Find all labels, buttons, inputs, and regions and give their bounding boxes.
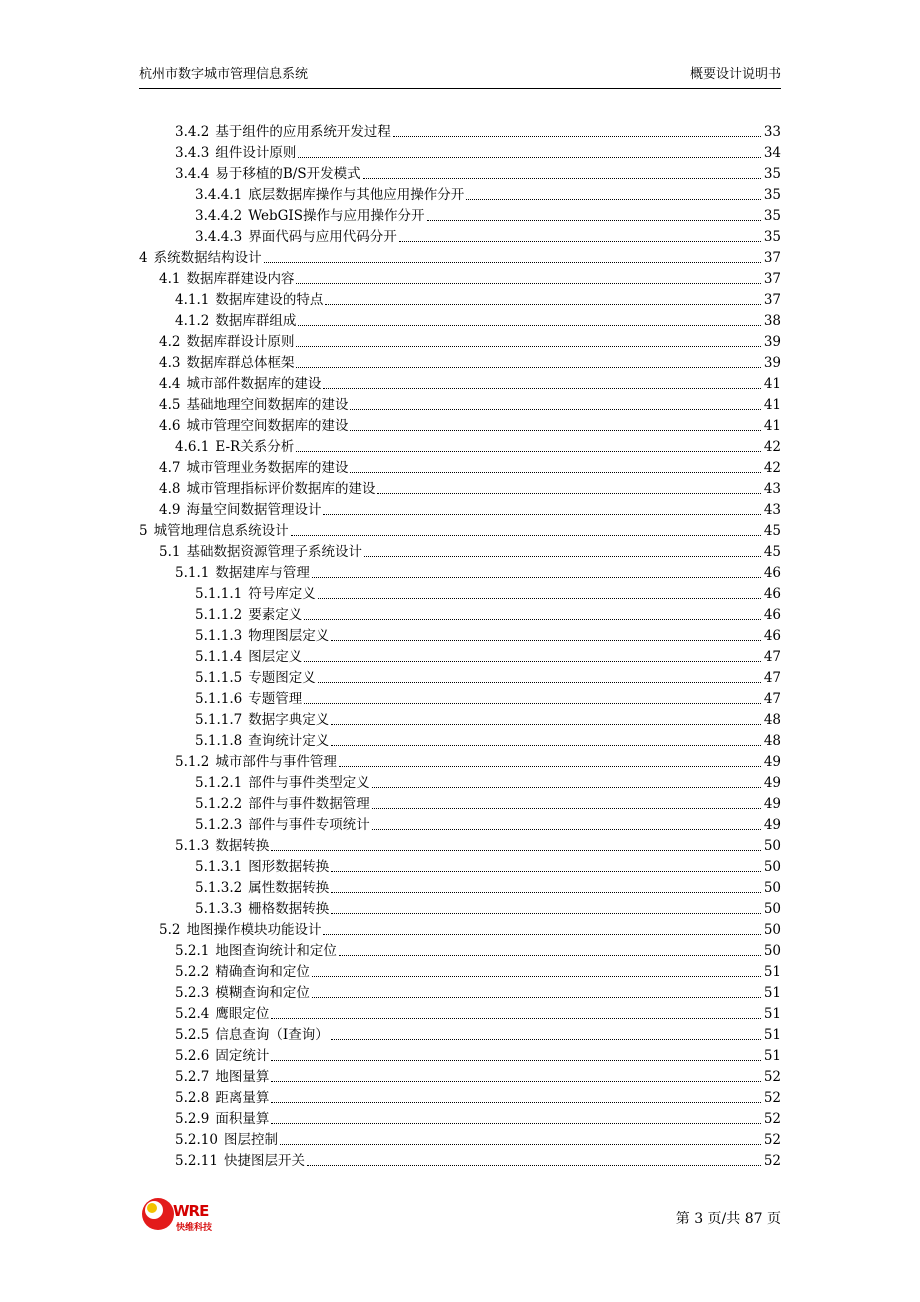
toc-leader-dots (271, 1123, 761, 1124)
toc-entry-title: 要素定义 (248, 607, 303, 623)
toc-entry-page: 50 (763, 943, 781, 959)
header-document-type: 概要设计说明书 (689, 67, 781, 82)
toc-entry-title: 数据库群设计原则 (186, 334, 295, 350)
toc-leader-dots (339, 955, 761, 956)
toc-entry-page: 51 (763, 1027, 781, 1043)
toc-entry[interactable] (139, 393, 781, 414)
toc-entry-title: 模糊查询和定位 (215, 985, 310, 1001)
toc-entry-page: 46 (763, 586, 781, 602)
toc-leader-dots (304, 619, 761, 620)
toc-entry-page: 49 (763, 817, 781, 833)
toc-entry[interactable] (139, 1044, 781, 1065)
toc-entry-number: 4.6 (159, 418, 181, 434)
toc-entry[interactable] (139, 519, 781, 540)
toc-entry-title: E-R关系分析 (215, 439, 295, 455)
toc-leader-dots (339, 766, 761, 767)
toc-entry-title: 组件设计原则 (215, 145, 297, 161)
toc-entry-title: 地图操作模块功能设计 (186, 922, 322, 938)
toc-entry-page: 37 (763, 250, 781, 266)
toc-entry-title: 数据建库与管理 (215, 565, 310, 581)
toc-entry-title: 部件与事件数据管理 (248, 796, 370, 812)
toc-entry[interactable] (139, 813, 781, 834)
toc-leader-dots (363, 178, 761, 179)
toc-leader-dots (298, 325, 761, 326)
toc-leader-dots (325, 304, 761, 305)
company-logo (140, 1190, 220, 1238)
toc-leader-dots (377, 493, 761, 494)
header-system-name: 杭州市数字城市管理信息系统 (139, 67, 309, 82)
toc-entry-page: 51 (763, 985, 781, 1001)
toc-leader-dots (318, 682, 761, 683)
toc-entry-number: 5.1.1.2 (195, 607, 243, 623)
toc-entry-number: 5.2 (159, 922, 181, 938)
toc-entry[interactable] (139, 351, 781, 372)
table-of-contents (139, 120, 781, 1170)
toc-entry-page: 35 (763, 208, 781, 224)
toc-leader-dots (427, 220, 761, 221)
toc-entry-number: 5.1.1.3 (195, 628, 243, 644)
toc-leader-dots (372, 808, 761, 809)
toc-entry-page: 45 (763, 544, 781, 560)
toc-entry-number: 5.2.9 (175, 1111, 210, 1127)
toc-entry-page: 43 (763, 481, 781, 497)
toc-entry-title: 界面代码与应用代码分开 (248, 229, 397, 245)
toc-entry-title: 图形数据转换 (248, 859, 330, 875)
toc-entry-number: 5.1.3 (175, 838, 210, 854)
toc-entry-number: 5.2.5 (175, 1027, 210, 1043)
toc-entry[interactable] (139, 1149, 781, 1170)
toc-entry[interactable] (139, 1128, 781, 1149)
toc-entry-title: 面积量算 (215, 1111, 270, 1127)
toc-entry[interactable] (139, 687, 781, 708)
toc-leader-dots (372, 787, 761, 788)
toc-leader-dots (331, 745, 761, 746)
toc-entry-page: 50 (763, 901, 781, 917)
logo-wordmark: WRE (173, 1202, 209, 1220)
toc-entry[interactable] (139, 309, 781, 330)
toc-entry-page: 51 (763, 1048, 781, 1064)
toc-entry-page: 46 (763, 607, 781, 623)
toc-entry-page: 35 (763, 187, 781, 203)
toc-leader-dots (350, 472, 761, 473)
toc-entry-title: 城市管理业务数据库的建设 (186, 460, 349, 476)
toc-entry-number: 5.1.2.2 (195, 796, 243, 812)
toc-entry[interactable] (139, 204, 781, 225)
toc-leader-dots (307, 1165, 761, 1166)
toc-entry-page: 37 (763, 271, 781, 287)
toc-leader-dots (331, 724, 761, 725)
toc-entry-number: 5.1.3.1 (195, 859, 243, 875)
toc-leader-dots (331, 913, 761, 914)
toc-leader-dots (399, 241, 761, 242)
toc-entry-page: 52 (763, 1153, 781, 1169)
toc-entry[interactable] (139, 477, 781, 498)
toc-entry-title: 图层定义 (248, 649, 303, 665)
toc-entry-title: WebGIS操作与应用操作分开 (248, 208, 425, 224)
toc-leader-dots (312, 997, 761, 998)
toc-entry-title: 部件与事件类型定义 (248, 775, 370, 791)
toc-leader-dots (271, 1102, 761, 1103)
toc-entry-number: 5.1.2.1 (195, 775, 243, 791)
toc-entry-number: 5.1.1.1 (195, 586, 243, 602)
toc-entry-title: 属性数据转换 (248, 880, 330, 896)
toc-entry[interactable] (139, 708, 781, 729)
toc-entry-number: 3.4.4.1 (195, 187, 243, 203)
toc-leader-dots (331, 1039, 761, 1040)
toc-entry[interactable] (139, 792, 781, 813)
toc-entry-title: 精确查询和定位 (215, 964, 310, 980)
toc-entry-title: 地图查询统计和定位 (215, 943, 337, 959)
toc-entry-number: 5.1.2.3 (195, 817, 243, 833)
page-header (139, 64, 781, 86)
toc-entry-title: 数据字典定义 (248, 712, 330, 728)
toc-entry[interactable] (139, 750, 781, 771)
toc-leader-dots (296, 346, 761, 347)
toc-entry-number: 5.2.4 (175, 1006, 210, 1022)
toc-entry-number: 5.1.1.4 (195, 649, 243, 665)
toc-leader-dots (296, 367, 761, 368)
toc-entry[interactable] (139, 141, 781, 162)
logo-company-name: 快维科技 (176, 1223, 213, 1233)
toc-entry-title: 城市管理空间数据库的建设 (186, 418, 349, 434)
toc-entry-number: 4.1 (159, 271, 181, 287)
toc-entry-number: 4.8 (159, 481, 181, 497)
toc-entry[interactable] (139, 1065, 781, 1086)
toc-entry-number: 4.4 (159, 376, 181, 392)
toc-entry-page: 43 (763, 502, 781, 518)
toc-entry-page: 52 (763, 1090, 781, 1106)
toc-entry-page: 48 (763, 733, 781, 749)
toc-entry[interactable] (139, 225, 781, 246)
toc-entry[interactable] (139, 435, 781, 456)
toc-leader-dots (323, 934, 761, 935)
toc-entry-page: 42 (763, 460, 781, 476)
toc-entry-page: 46 (763, 565, 781, 581)
toc-entry-number: 5.2.3 (175, 985, 210, 1001)
toc-entry[interactable] (139, 162, 781, 183)
toc-entry[interactable] (139, 939, 781, 960)
toc-entry[interactable] (139, 267, 781, 288)
toc-entry-page: 51 (763, 964, 781, 980)
toc-entry-page: 52 (763, 1111, 781, 1127)
toc-entry[interactable] (139, 960, 781, 981)
toc-entry[interactable] (139, 414, 781, 435)
toc-entry-number: 5 (139, 523, 148, 539)
toc-entry[interactable] (139, 540, 781, 561)
toc-leader-dots (271, 1081, 761, 1082)
toc-leader-dots (364, 556, 761, 557)
toc-entry-title: 物理图层定义 (248, 628, 330, 644)
toc-leader-dots (271, 1060, 761, 1061)
toc-entry-number: 4.9 (159, 502, 181, 518)
toc-entry-title: 基于组件的应用系统开发过程 (215, 124, 391, 140)
toc-leader-dots (318, 598, 761, 599)
toc-entry-title: 城市部件与事件管理 (215, 754, 337, 770)
toc-leader-dots (296, 451, 761, 452)
toc-entry-number: 4.1.2 (175, 313, 210, 329)
toc-entry-title: 基础数据资源管理子系统设计 (186, 544, 362, 560)
toc-entry-number: 5.2.6 (175, 1048, 210, 1064)
toc-entry[interactable] (139, 603, 781, 624)
toc-entry-number: 5.2.2 (175, 964, 210, 980)
toc-entry[interactable] (139, 981, 781, 1002)
toc-entry-number: 5.1.1 (175, 565, 210, 581)
toc-entry[interactable] (139, 855, 781, 876)
toc-entry-title: 栅格数据转换 (248, 901, 330, 917)
toc-entry-page: 47 (763, 691, 781, 707)
toc-entry-title: 快捷图层开关 (223, 1153, 305, 1169)
toc-entry-page: 41 (763, 397, 781, 413)
toc-entry-page: 50 (763, 859, 781, 875)
toc-entry-number: 5.2.7 (175, 1069, 210, 1085)
toc-entry-page: 45 (763, 523, 781, 539)
toc-entry-page: 33 (763, 124, 781, 140)
toc-leader-dots (271, 1018, 761, 1019)
toc-leader-dots (298, 157, 761, 158)
toc-leader-dots (264, 262, 761, 263)
toc-leader-dots (280, 1144, 761, 1145)
toc-entry-title: 符号库定义 (248, 586, 316, 602)
toc-entry[interactable] (139, 624, 781, 645)
toc-leader-dots (296, 283, 761, 284)
toc-entry-title: 基础地理空间数据库的建设 (186, 397, 349, 413)
toc-entry-number: 3.4.4.2 (195, 208, 243, 224)
toc-entry[interactable] (139, 729, 781, 750)
toc-entry-number: 5.1.1.6 (195, 691, 243, 707)
toc-entry-title: 图层控制 (223, 1132, 278, 1148)
toc-entry[interactable] (139, 120, 781, 141)
toc-entry-page: 52 (763, 1069, 781, 1085)
toc-entry-page: 49 (763, 775, 781, 791)
toc-entry-title: 查询统计定义 (248, 733, 330, 749)
toc-entry-page: 48 (763, 712, 781, 728)
toc-entry-number: 5.2.8 (175, 1090, 210, 1106)
toc-entry-page: 50 (763, 838, 781, 854)
toc-entry-page: 50 (763, 880, 781, 896)
page-number: 第 3 页/共 87 页 (675, 1211, 781, 1227)
toc-leader-dots (331, 871, 761, 872)
toc-entry-page: 49 (763, 796, 781, 812)
toc-leader-dots (323, 388, 761, 389)
toc-entry-page: 46 (763, 628, 781, 644)
toc-entry[interactable] (139, 183, 781, 204)
toc-entry[interactable] (139, 330, 781, 351)
toc-entry-title: 专题图定义 (248, 670, 316, 686)
toc-entry[interactable] (139, 1086, 781, 1107)
toc-entry-title: 数据库群组成 (215, 313, 297, 329)
toc-entry-title: 易于移植的B/S开发模式 (215, 166, 361, 182)
toc-entry-title: 海量空间数据管理设计 (186, 502, 322, 518)
toc-entry-number: 4.6.1 (175, 439, 210, 455)
toc-entry[interactable] (139, 1002, 781, 1023)
toc-leader-dots (350, 409, 761, 410)
toc-entry-number: 5.2.11 (175, 1153, 218, 1169)
toc-entry-page: 50 (763, 922, 781, 938)
toc-entry-page: 51 (763, 1006, 781, 1022)
toc-entry-title: 城市部件数据库的建设 (186, 376, 322, 392)
toc-leader-dots (393, 136, 761, 137)
toc-entry-page: 42 (763, 439, 781, 455)
toc-entry-page: 39 (763, 334, 781, 350)
toc-leader-dots (304, 661, 761, 662)
toc-entry-number: 5.1 (159, 544, 181, 560)
toc-entry[interactable] (139, 1023, 781, 1044)
toc-entry-title: 城市管理指标评价数据库的建设 (186, 481, 376, 497)
toc-entry-title: 城管地理信息系统设计 (153, 523, 289, 539)
toc-entry[interactable] (139, 876, 781, 897)
toc-entry-number: 4.7 (159, 460, 181, 476)
toc-entry-title: 地图量算 (215, 1069, 270, 1085)
toc-entry[interactable] (139, 771, 781, 792)
toc-entry-page: 35 (763, 166, 781, 182)
toc-entry[interactable] (139, 582, 781, 603)
toc-entry-page: 34 (763, 145, 781, 161)
toc-entry-number: 5.2.1 (175, 943, 210, 959)
toc-entry-number: 5.1.1.7 (195, 712, 243, 728)
toc-entry-number: 4.5 (159, 397, 181, 413)
toc-entry-title: 数据库群建设内容 (186, 271, 295, 287)
toc-entry[interactable] (139, 897, 781, 918)
toc-entry[interactable] (139, 834, 781, 855)
toc-entry-title: 数据库群总体框架 (186, 355, 295, 371)
toc-entry-page: 41 (763, 418, 781, 434)
toc-entry-page: 35 (763, 229, 781, 245)
toc-entry-number: 5.1.1.5 (195, 670, 243, 686)
toc-entry-title: 专题管理 (248, 691, 303, 707)
toc-entry-number: 5.2.10 (175, 1132, 218, 1148)
toc-entry[interactable] (139, 372, 781, 393)
toc-entry-page: 37 (763, 292, 781, 308)
toc-entry-title: 鹰眼定位 (215, 1006, 270, 1022)
toc-entry-title: 系统数据结构设计 (153, 250, 262, 266)
toc-leader-dots (331, 640, 761, 641)
toc-entry-number: 5.1.3.2 (195, 880, 243, 896)
toc-entry[interactable] (139, 288, 781, 309)
toc-entry-page: 38 (763, 313, 781, 329)
toc-entry-number: 3.4.4.3 (195, 229, 243, 245)
toc-entry-number: 3.4.3 (175, 145, 210, 161)
toc-entry[interactable] (139, 1107, 781, 1128)
toc-entry-number: 4.3 (159, 355, 181, 371)
toc-leader-dots (350, 430, 761, 431)
toc-entry-page: 39 (763, 355, 781, 371)
toc-entry-number: 4.1.1 (175, 292, 210, 308)
toc-leader-dots (312, 577, 761, 578)
toc-entry[interactable] (139, 666, 781, 687)
toc-entry-number: 3.4.2 (175, 124, 210, 140)
toc-entry-title: 部件与事件专项统计 (248, 817, 370, 833)
toc-entry-page: 47 (763, 649, 781, 665)
toc-entry[interactable] (139, 561, 781, 582)
toc-entry-page: 41 (763, 376, 781, 392)
toc-entry[interactable] (139, 456, 781, 477)
toc-entry-page: 47 (763, 670, 781, 686)
header-divider (139, 88, 781, 89)
toc-entry-number: 4 (139, 250, 148, 266)
toc-leader-dots (291, 535, 761, 536)
toc-leader-dots (372, 829, 761, 830)
toc-entry-number: 5.1.3.3 (195, 901, 243, 917)
toc-entry-number: 4.2 (159, 334, 181, 350)
toc-leader-dots (304, 703, 761, 704)
toc-leader-dots (466, 199, 761, 200)
toc-entry[interactable] (139, 498, 781, 519)
toc-leader-dots (271, 850, 761, 851)
toc-entry[interactable] (139, 918, 781, 939)
toc-leader-dots (331, 892, 761, 893)
toc-entry-page: 52 (763, 1132, 781, 1148)
toc-entry-page: 49 (763, 754, 781, 770)
toc-entry-number: 3.4.4 (175, 166, 210, 182)
toc-leader-dots (323, 514, 761, 515)
toc-entry-number: 5.1.1.8 (195, 733, 243, 749)
toc-entry[interactable] (139, 246, 781, 267)
toc-entry-title: 信息查询（I查询） (215, 1027, 329, 1043)
toc-entry-title: 数据库建设的特点 (215, 292, 324, 308)
toc-entry-title: 数据转换 (215, 838, 270, 854)
toc-entry-title: 底层数据库操作与其他应用操作分开 (248, 187, 465, 203)
toc-entry-title: 固定统计 (215, 1048, 270, 1064)
toc-entry-title: 距离量算 (215, 1090, 270, 1106)
toc-entry[interactable] (139, 645, 781, 666)
toc-entry-number: 5.1.2 (175, 754, 210, 770)
toc-leader-dots (312, 976, 761, 977)
